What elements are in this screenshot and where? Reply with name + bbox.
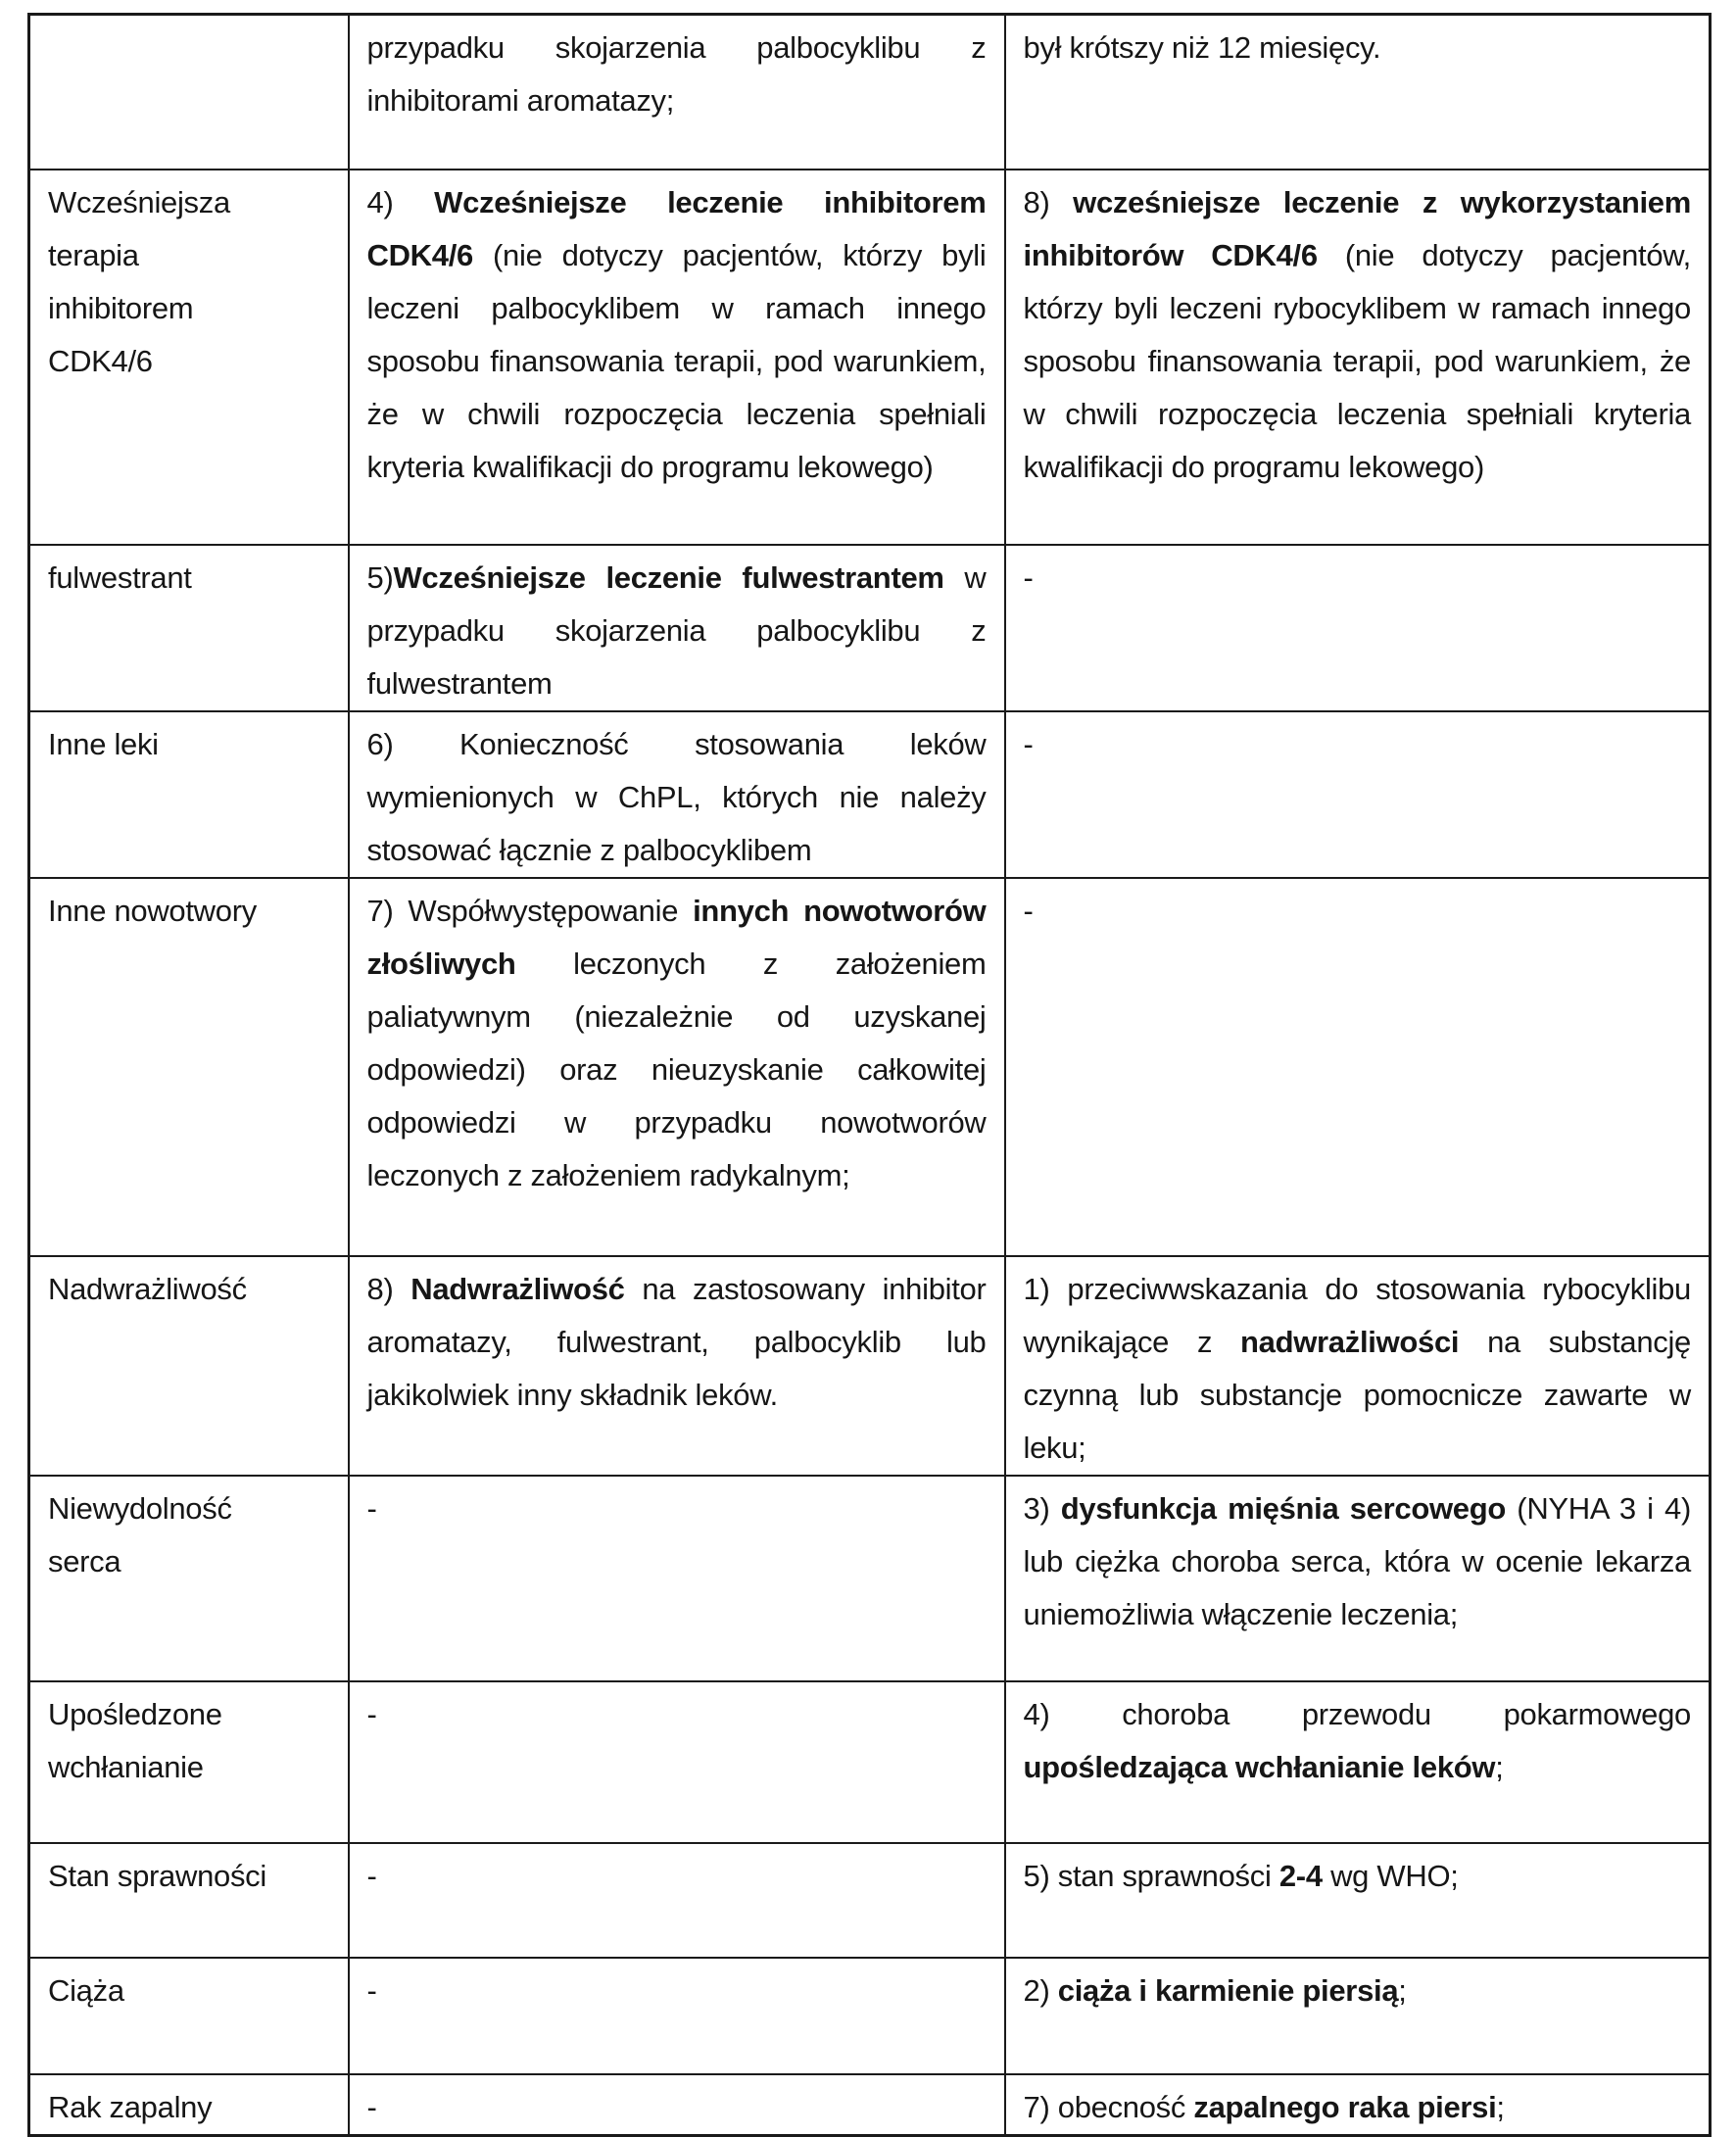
ribociclib-criteria-cell: 3) dysfunkcja mięśnia sercowego (NYHA 3 i 4) lub ciężka choroba serca, która w ocenie lekarza uniemożliwia włączenie leczenia; [1005, 1476, 1711, 1681]
palbociclib-criteria-cell: 7) Współwystępowanie innych nowotworów złośliwych leczonych z założeniem paliatywnym (niezależnie od uzyskanej odpowiedzi) oraz nieuzyskanie całkowitej odpowiedzi w przypadku nowotworów leczonych z założeniem radykalnym; [349, 878, 1005, 1256]
palbociclib-criteria-cell: - [349, 1843, 1005, 1958]
row-label-cell: Inne nowotwory [29, 878, 349, 1256]
ribociclib-criteria-cell: 2) ciąża i karmienie piersią; [1005, 1958, 1711, 2074]
row-label-cell: Upośledzone wchłanianie [29, 1681, 349, 1843]
palbociclib-criteria-cell: - [349, 2074, 1005, 2136]
table-row [29, 545, 1711, 711]
table-row [29, 1843, 1711, 1958]
table-row [29, 1958, 1711, 2074]
table-row [29, 15, 1711, 170]
criteria-table [27, 13, 1712, 2137]
palbociclib-criteria-cell: - [349, 1958, 1005, 2074]
row-label-cell [29, 15, 349, 170]
row-label-cell: fulwestrant [29, 545, 349, 711]
row-label-cell: Inne leki [29, 711, 349, 878]
table-row [29, 1256, 1711, 1476]
palbociclib-criteria-cell: przypadku skojarzenia palbocyklibu z inhibitorami aromatazy; [349, 15, 1005, 170]
row-label-cell: Niewydolność serca [29, 1476, 349, 1681]
table-row [29, 711, 1711, 878]
row-label-cell: Ciąża [29, 1958, 349, 2074]
table-row [29, 878, 1711, 1256]
table-row [29, 1476, 1711, 1681]
ribociclib-criteria-cell: 5) stan sprawności 2-4 wg WHO; [1005, 1843, 1711, 1958]
row-label-cell: Nadwrażliwość [29, 1256, 349, 1476]
ribociclib-criteria-cell: 1) przeciwwskazania do stosowania rybocyklibu wynikające z nadwrażliwości na substancję czynną lub substancje pomocnicze zawarte w leku; [1005, 1256, 1711, 1476]
ribociclib-criteria-cell: - [1005, 711, 1711, 878]
ribociclib-criteria-cell: 4) choroba przewodu pokarmowego upośledzająca wchłanianie leków; [1005, 1681, 1711, 1843]
table-row [29, 170, 1711, 545]
palbociclib-criteria-cell: - [349, 1476, 1005, 1681]
palbociclib-criteria-cell: 6) Konieczność stosowania leków wymienionych w ChPL, których nie należy stosować łącznie z palbocyklibem [349, 711, 1005, 878]
criteria-table-body [29, 15, 1711, 2136]
table-row [29, 2074, 1711, 2136]
palbociclib-criteria-cell: - [349, 1681, 1005, 1843]
ribociclib-criteria-cell: - [1005, 545, 1711, 711]
palbociclib-criteria-cell: 4) Wcześniejsze leczenie inhibitorem CDK4/6 (nie dotyczy pacjentów, którzy byli leczeni palbocyklibem w ramach innego sposobu finansowania terapii, pod warunkiem, że w chwili rozpoczęcia leczenia spełniali kryteria kwalifikacji do programu lekowego) [349, 170, 1005, 545]
row-label-cell: Rak zapalny [29, 2074, 349, 2136]
ribociclib-criteria-cell: 8) wcześniejsze leczenie z wykorzystaniem inhibitorów CDK4/6 (nie dotyczy pacjentów, którzy byli leczeni rybocyklibem w ramach innego sposobu finansowania terapii, pod warunkiem, że w chwili rozpoczęcia leczenia spełniali kryteria kwalifikacji do programu lekowego) [1005, 170, 1711, 545]
row-label-cell: Stan sprawności [29, 1843, 349, 1958]
palbociclib-criteria-cell: 8) Nadwrażliwość na zastosowany inhibitor aromatazy, fulwestrant, palbocyklib lub jakikolwiek inny składnik leków. [349, 1256, 1005, 1476]
ribociclib-criteria-cell: 7) obecność zapalnego raka piersi; [1005, 2074, 1711, 2136]
ribociclib-criteria-cell: - [1005, 878, 1711, 1256]
row-label-cell: Wcześniejsza terapia inhibitorem CDK4/6 [29, 170, 349, 545]
ribociclib-criteria-cell: był krótszy niż 12 miesięcy. [1005, 15, 1711, 170]
palbociclib-criteria-cell: 5)Wcześniejsze leczenie fulwestrantem w przypadku skojarzenia palbocyklibu z fulwestrantem [349, 545, 1005, 711]
table-row [29, 1681, 1711, 1843]
